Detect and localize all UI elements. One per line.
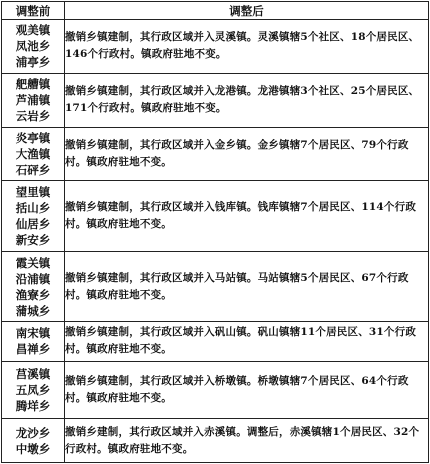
table-row	[2, 322, 429, 361]
before-cell	[2, 20, 65, 74]
town-name: 云岩乡	[15, 109, 51, 124]
town-name: 大渔镇	[15, 147, 51, 162]
town-name: 南宋镇	[15, 326, 51, 341]
town-name: 芦浦镇	[15, 93, 51, 108]
after-cell: 撤销乡镇建制，其行政区域并入矾山镇。矾山镇辖11个居民区、31个行政村。镇政府驻地不变。	[65, 322, 429, 361]
town-name: 蒲城乡	[15, 303, 51, 318]
before-cell	[2, 322, 65, 361]
town-name: 舥艚镇	[15, 77, 51, 92]
before-cell	[2, 181, 65, 251]
header-before: 调整前	[2, 2, 65, 20]
after-cell: 撤销乡镇建制，其行政区域并入马站镇。马站镇辖5个居民区、67个行政村。镇政府驻地不变。	[65, 251, 429, 321]
town-name: 望里镇	[15, 185, 51, 200]
town-name: 渔寮乡	[15, 287, 51, 302]
table-row	[2, 361, 429, 419]
table-row	[2, 20, 429, 74]
table-header-row	[2, 2, 429, 20]
town-name: 昌禅乡	[15, 342, 51, 357]
town-name: 石砰乡	[15, 163, 51, 178]
header-after: 调整后	[65, 2, 429, 20]
town-name: 中墩乡	[15, 441, 51, 456]
town-name: 凤池乡	[15, 39, 51, 54]
before-cell	[2, 251, 65, 321]
table-row	[2, 251, 429, 321]
before-cell	[2, 361, 65, 419]
town-name: 仙居乡	[15, 217, 51, 232]
town-name: 莒溪镇	[15, 366, 51, 381]
adjustment-table	[1, 1, 429, 463]
town-name: 新安乡	[15, 233, 51, 248]
town-name: 腾垟乡	[15, 398, 51, 413]
town-name: 观美镇	[15, 23, 51, 38]
table-row	[2, 73, 429, 127]
town-name: 五凤乡	[15, 382, 51, 397]
table-row	[2, 127, 429, 181]
town-name: 龙沙乡	[15, 425, 51, 440]
town-name: 霞关镇	[15, 255, 51, 270]
table-row	[2, 181, 429, 251]
before-cell	[2, 127, 65, 181]
town-name: 浦亭乡	[15, 55, 51, 70]
after-cell: 撤销乡镇建制，其行政区域并入钱库镇。钱库镇辖7个居民区、114个行政村。镇政府驻地不变。	[65, 181, 429, 251]
after-cell: 撤销乡镇建制，其行政区域并入金乡镇。金乡镇辖7个居民区、79个行政村。镇政府驻地不变。	[65, 127, 429, 181]
after-cell: 撤销乡镇建制，其行政区域并入灵溪镇。灵溪镇辖5个社区、18个居民区、146个行政村。镇政府驻地不变。	[65, 20, 429, 74]
after-cell: 撤销乡镇建制，其行政区域并入桥墩镇。桥墩镇辖7个居民区、64个行政村。镇政府驻地不变。	[65, 361, 429, 419]
after-cell: 撤销乡镇建制，其行政区域并入龙港镇。龙港镇辖3个社区、25个居民区、171个行政村。镇政府驻地不变。	[65, 73, 429, 127]
before-cell	[2, 419, 65, 463]
town-name: 沿浦镇	[15, 271, 51, 286]
town-name: 括山乡	[15, 201, 51, 216]
after-cell: 撤销乡建制，其行政区域并入赤溪镇。调整后，赤溪镇辖1个居民区、32个行政村。镇政府驻地不变。	[65, 419, 429, 463]
table-row	[2, 419, 429, 463]
town-name: 炎亭镇	[15, 131, 51, 146]
before-cell	[2, 73, 65, 127]
